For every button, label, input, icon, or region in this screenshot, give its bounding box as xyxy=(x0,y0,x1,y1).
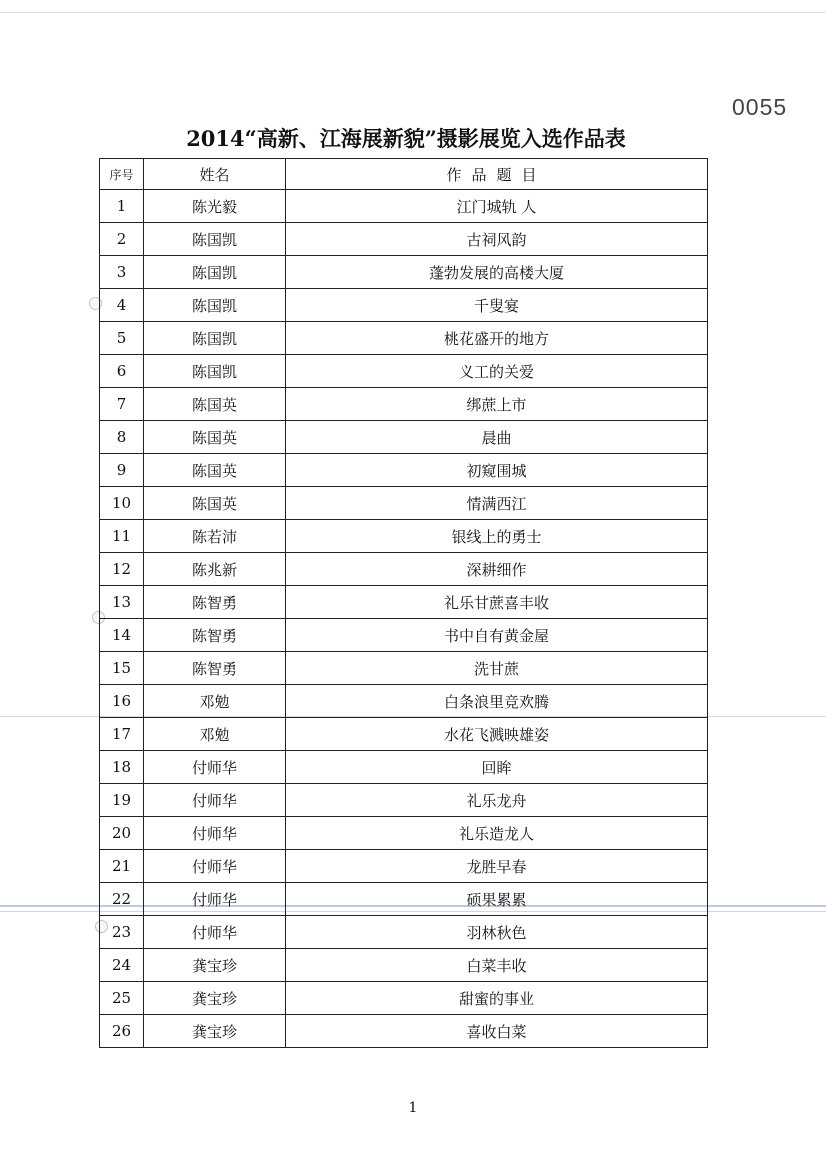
author-name-cell: 龚宝珍 xyxy=(144,1015,286,1048)
author-name-cell: 付师华 xyxy=(144,883,286,916)
entries-table xyxy=(99,158,708,1048)
table-row xyxy=(100,190,708,223)
table-row xyxy=(100,487,708,520)
table-row xyxy=(100,520,708,553)
table-header-row xyxy=(100,159,708,190)
work-title-cell: 硕果累累 xyxy=(286,883,708,916)
table-row xyxy=(100,421,708,454)
author-name-cell: 陈国凯 xyxy=(144,322,286,355)
work-title-cell: 绑蔗上市 xyxy=(286,388,708,421)
work-title-cell: 羽林秋色 xyxy=(286,916,708,949)
scan-artifact-line xyxy=(0,12,826,13)
author-name-cell: 陈国英 xyxy=(144,487,286,520)
table-row xyxy=(100,1015,708,1048)
author-name-cell: 付师华 xyxy=(144,751,286,784)
author-name-cell: 陈智勇 xyxy=(144,619,286,652)
work-title-cell: 回眸 xyxy=(286,751,708,784)
author-name-cell: 龚宝珍 xyxy=(144,982,286,1015)
work-title-cell: 甜蜜的事业 xyxy=(286,982,708,1015)
author-name-cell: 陈国英 xyxy=(144,454,286,487)
row-number-cell: 1 xyxy=(100,190,144,223)
table-row xyxy=(100,652,708,685)
table-row xyxy=(100,685,708,718)
table-row xyxy=(100,619,708,652)
table-row xyxy=(100,289,708,322)
row-number-cell: 9 xyxy=(100,454,144,487)
work-title-cell: 礼乐甘蔗喜丰收 xyxy=(286,586,708,619)
table-row xyxy=(100,718,708,751)
work-title-cell: 桃花盛开的地方 xyxy=(286,322,708,355)
work-title-cell: 深耕细作 xyxy=(286,553,708,586)
row-number-cell: 24 xyxy=(100,949,144,982)
author-name-cell: 龚宝珍 xyxy=(144,949,286,982)
author-name-cell: 邓勉 xyxy=(144,685,286,718)
author-name-cell: 陈国凯 xyxy=(144,256,286,289)
work-title-cell: 白菜丰收 xyxy=(286,949,708,982)
table-row xyxy=(100,817,708,850)
author-name-cell: 陈光毅 xyxy=(144,190,286,223)
work-title-cell: 礼乐龙舟 xyxy=(286,784,708,817)
author-name-cell: 邓勉 xyxy=(144,718,286,751)
author-name-cell: 付师华 xyxy=(144,784,286,817)
table-row xyxy=(100,586,708,619)
work-title-cell: 千叟宴 xyxy=(286,289,708,322)
work-title-cell: 白条浪里竞欢腾 xyxy=(286,685,708,718)
author-name-cell: 付师华 xyxy=(144,850,286,883)
row-number-cell: 21 xyxy=(100,850,144,883)
work-title-cell: 初窥围城 xyxy=(286,454,708,487)
row-number-cell: 26 xyxy=(100,1015,144,1048)
row-number-cell: 20 xyxy=(100,817,144,850)
row-number-cell: 3 xyxy=(100,256,144,289)
author-name-cell: 陈国英 xyxy=(144,421,286,454)
row-number-cell: 7 xyxy=(100,388,144,421)
row-number-cell: 16 xyxy=(100,685,144,718)
author-name-cell: 陈若沛 xyxy=(144,520,286,553)
author-name-cell: 付师华 xyxy=(144,916,286,949)
table-row xyxy=(100,454,708,487)
table-row xyxy=(100,850,708,883)
work-title-cell: 书中自有黄金屋 xyxy=(286,619,708,652)
author-name-cell: 陈智勇 xyxy=(144,652,286,685)
work-title-cell: 晨曲 xyxy=(286,421,708,454)
table-row xyxy=(100,784,708,817)
table-row xyxy=(100,355,708,388)
document-title: 2014“高新、江海展新貌”摄影展览入选作品表 xyxy=(186,126,626,151)
column-header-work-title: 作品题目 xyxy=(286,159,708,190)
column-header-name: 姓名 xyxy=(144,159,286,190)
author-name-cell: 陈智勇 xyxy=(144,586,286,619)
row-number-cell: 15 xyxy=(100,652,144,685)
row-number-cell: 14 xyxy=(100,619,144,652)
row-number-cell: 4 xyxy=(100,289,144,322)
table-row xyxy=(100,322,708,355)
table-row xyxy=(100,256,708,289)
table-row xyxy=(100,223,708,256)
page-number: 1 xyxy=(408,1100,418,1116)
work-title-cell: 喜收白菜 xyxy=(286,1015,708,1048)
author-name-cell: 陈兆新 xyxy=(144,553,286,586)
row-number-cell: 6 xyxy=(100,355,144,388)
author-name-cell: 陈国凯 xyxy=(144,289,286,322)
archive-stamp-number: 0055 xyxy=(732,94,788,120)
work-title-cell: 银线上的勇士 xyxy=(286,520,708,553)
row-number-cell: 8 xyxy=(100,421,144,454)
author-name-cell: 陈国凯 xyxy=(144,355,286,388)
table-row xyxy=(100,751,708,784)
row-number-cell: 10 xyxy=(100,487,144,520)
row-number-cell: 25 xyxy=(100,982,144,1015)
author-name-cell: 付师华 xyxy=(144,817,286,850)
table-row xyxy=(100,916,708,949)
table-row xyxy=(100,883,708,916)
column-header-seq: 序号 xyxy=(100,159,144,190)
work-title-cell: 义工的关爱 xyxy=(286,355,708,388)
work-title-cell: 古祠风韵 xyxy=(286,223,708,256)
row-number-cell: 18 xyxy=(100,751,144,784)
work-title-cell: 龙胜早春 xyxy=(286,850,708,883)
row-number-cell: 17 xyxy=(100,718,144,751)
table-row xyxy=(100,982,708,1015)
row-number-cell: 23 xyxy=(100,916,144,949)
table-row xyxy=(100,388,708,421)
work-title-cell: 礼乐造龙人 xyxy=(286,817,708,850)
row-number-cell: 2 xyxy=(100,223,144,256)
work-title-cell: 江门城轨 人 xyxy=(286,190,708,223)
table-row xyxy=(100,949,708,982)
work-title-cell: 情满西江 xyxy=(286,487,708,520)
work-title-cell: 水花飞溅映雄姿 xyxy=(286,718,708,751)
table-row xyxy=(100,553,708,586)
author-name-cell: 陈国英 xyxy=(144,388,286,421)
row-number-cell: 12 xyxy=(100,553,144,586)
author-name-cell: 陈国凯 xyxy=(144,223,286,256)
row-number-cell: 22 xyxy=(100,883,144,916)
row-number-cell: 11 xyxy=(100,520,144,553)
work-title-cell: 蓬勃发展的高楼大厦 xyxy=(286,256,708,289)
row-number-cell: 19 xyxy=(100,784,144,817)
row-number-cell: 13 xyxy=(100,586,144,619)
work-title-cell: 洗甘蔗 xyxy=(286,652,708,685)
row-number-cell: 5 xyxy=(100,322,144,355)
table-body xyxy=(100,190,708,1048)
